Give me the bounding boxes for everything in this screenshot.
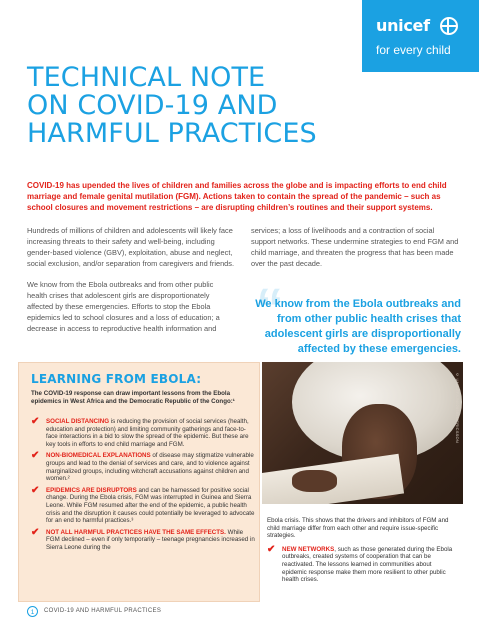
learning-box: [18, 362, 260, 602]
unicef-tagline: for every child: [376, 43, 451, 57]
quote-mark-icon: “: [256, 276, 284, 339]
footer-text: COVID-19 AND HARMFUL PRACTICES: [44, 608, 162, 614]
learning-item-head: NON-BIOMEDICAL EXPLANATIONS: [46, 452, 151, 460]
learning-item: [31, 418, 255, 448]
learning-item-head: EPIDEMICS ARE DISRUPTORS: [46, 486, 137, 494]
title-line-3: HARMFUL PRACTICES: [27, 118, 317, 149]
photo-credit: © UNICEF/UN0269929/ERICSSON: [455, 372, 460, 443]
learning-list: [31, 418, 255, 556]
title-line-1: TECHNICAL NOTE: [27, 62, 266, 93]
unicef-logo-box: [362, 0, 479, 72]
learning-item-text: and can be harnessed for positive social change. During the Ebola crisis, FGM was interrupted in Guinea and Sierra Leone. While FGM resumed after the end of the epidemic, a public health crisis and the disruption it causes could potentially be leveraged to advocate for an end to harmful practices.³: [46, 486, 255, 525]
body-column-right: [251, 225, 459, 279]
body-paragraph-1: Hundreds of millions of children and adolescents will likely face increasing threats to their safety and well-being, including gender-based violence (GBV), exploitation, abuse and neglect, social exclusion, and/or separation from caregivers and friends.: [27, 226, 235, 268]
learning-panel: [18, 362, 463, 602]
learning-item-head: NOT ALL HARMFUL PRACTICES HAVE THE SAME EFFECTS.: [46, 528, 226, 536]
learning-item: [31, 484, 255, 525]
page-footer: [27, 606, 467, 618]
globe-icon: [440, 17, 458, 35]
learning-item-text: is reducing the provision of social services (health, education and protection) and limiting community gatherings and face-to-face interactions in a bid to slow the spread of the epidemic. But these are key tools in efforts to end child marriage and FGM.: [46, 418, 249, 448]
girl-reading-photo: [262, 362, 463, 504]
body-column-left: [27, 225, 235, 344]
check-icon: ✔: [31, 484, 40, 496]
unicef-wordmark: unicef: [376, 16, 430, 35]
body-paragraph-3: services; a loss of livelihoods and a contraction of social support networks. These undermine strategies to end FGM and child marriage, and threaten the progress that has been made over the past decade.: [251, 226, 459, 268]
page-title: [27, 64, 357, 148]
learning-item-head: SOCIAL DISTANCING: [46, 418, 110, 425]
learning-item-text: of disease may stigmatize vulnerable groups and lead to the denial of services and care, and to violence against marginalized groups, including witchcraft accusations against children and women.²: [46, 452, 254, 483]
check-icon: ✔: [267, 543, 276, 555]
learning-item: [31, 526, 255, 552]
body-paragraph-2: We know from the Ebola outbreaks and from other public health crises that adolescent girls are disproportionately affected by these emergencies. Efforts to stop the Ebola epidemics led to school closures and a loss of education; a decrease in access to reproductive health information and: [27, 280, 220, 333]
learning-item-head: NEW NETWORKS: [282, 545, 335, 553]
learning-intro: The COVID-19 response can draw important lessons from the Ebola epidemics in West Africa and the Democratic Republic of the Congo:¹: [31, 390, 235, 405]
lead-paragraph: COVID-19 has upended the lives of children and families across the globe and is impacting efforts to end child marriage and female genital mutilation (FGM). Actions taken to contain the spread of the pandemic – such as school closures and movement restrictions – are disrupting children’s routines and their support systems.: [27, 181, 447, 212]
learning-item-text: While FGM declined – even if only temporarily – teenage pregnancies increased in Sierra Leone during the: [46, 528, 255, 551]
title-line-2: ON COVID-19 AND: [27, 90, 278, 121]
learning-item: [267, 543, 457, 584]
hand-shape: [292, 470, 337, 492]
pull-quote: We know from the Ebola outbreaks and from other public health crises that adolescent girls are disproportionally affected by these emergencies.: [255, 298, 461, 355]
learning-title: LEARNING FROM EBOLA:: [31, 372, 202, 386]
learning-item-text: , such as those generated during the Ebola outbreaks, created systems of cooperation that can be reactivated. The lessons learned in communities about epidemic response make them more resilient to other public health crises.: [282, 545, 453, 584]
learning-continued: Ebola crisis. This shows that the drivers and inhibitors of FGM and child marriage differ from each other and require issue-specific strategies.: [267, 517, 449, 540]
check-icon: ✔: [31, 526, 40, 538]
check-icon: ✔: [31, 416, 40, 427]
learning-right-column: [267, 517, 457, 588]
check-icon: ✔: [31, 450, 40, 462]
learning-item: [31, 452, 255, 482]
page-number: 1: [27, 606, 38, 617]
